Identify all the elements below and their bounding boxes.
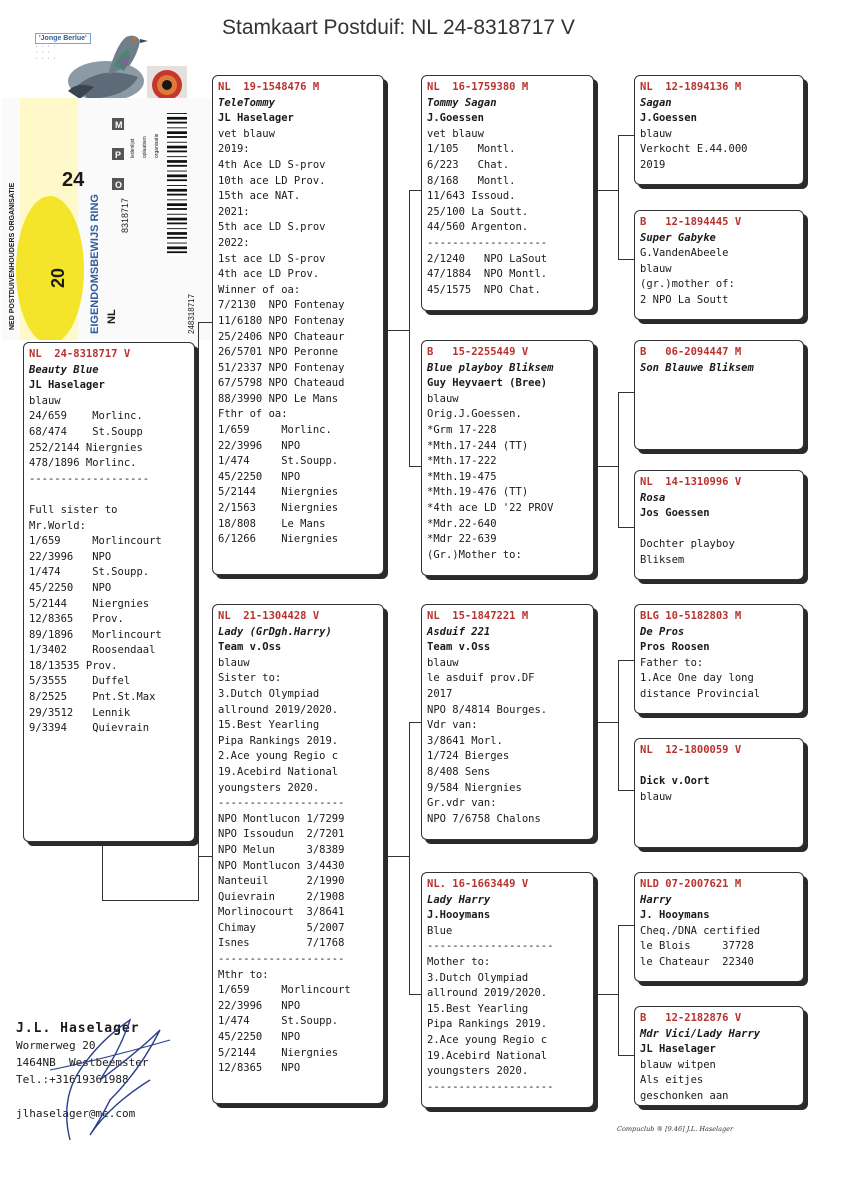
card-line: NPO Montlucon 3/4430: [218, 859, 345, 872]
card-line: 5th ace LD S.prov: [218, 221, 326, 234]
legend-p: P: [115, 150, 122, 160]
card-line: 22/3996 NPO: [29, 550, 112, 563]
card-line: 22/3996 NPO: [218, 999, 301, 1012]
connector: [385, 330, 409, 331]
pigeon-name: Blue playboy Bliksem: [427, 361, 554, 374]
legend-m-text: ledenlijst: [130, 138, 136, 158]
card-line: -------------------: [29, 472, 150, 485]
connector: [596, 722, 618, 723]
connector: [409, 466, 421, 467]
card-line: 1/659 Morlinc.: [218, 424, 332, 437]
breeder-name: Guy Heyvaert (Bree): [427, 377, 548, 390]
card-line: Isnes 7/1768: [218, 937, 345, 950]
card-line: Sister to:: [218, 672, 282, 685]
card-line: 2019: [640, 158, 666, 171]
card-line: Orig.J.Goessen.: [427, 408, 522, 421]
card-line: --------------------: [218, 797, 345, 810]
ring-number-vertical: 8318717: [120, 197, 130, 233]
pigeon-name: Tommy Sagan: [427, 96, 497, 109]
ring-number: NLD 07-2007621 M: [640, 878, 742, 890]
breeder-name: JL Haselager: [218, 112, 294, 125]
card-line: 4th ace LD Prov.: [218, 268, 320, 281]
card-line: NPO 8/4814 Bourges.: [427, 703, 548, 716]
pigeon-card-mff[interactable]: [634, 604, 804, 714]
card-line: 1/659 Morlincourt: [29, 535, 162, 548]
card-line: 47/1884 NPO Montl.: [427, 268, 548, 281]
card-line: 10th ace LD Prov.: [218, 174, 326, 187]
owner-name: J.L. Haselager: [16, 1021, 140, 1036]
card-line: 19.Acebird National: [427, 1049, 548, 1062]
card-line: 1st ace LD S-prov: [218, 252, 326, 265]
card-line: Father to:: [640, 656, 704, 669]
card-line: Fthr of oa:: [218, 408, 288, 421]
software-credit: Compuclub ® [9.46] J.L. Haselager: [617, 1125, 734, 1133]
card-line: 67/5798 NPO Chateaud: [218, 377, 345, 390]
card-line: Nanteuil 2/1990: [218, 875, 345, 888]
ring-number: NL 24-8318717 V: [29, 348, 131, 360]
pigeon-name: Super Gabyke: [640, 231, 716, 244]
pigeon-card-mother-father[interactable]: [421, 604, 594, 840]
card-line: Gr.vdr van:: [427, 797, 497, 810]
card-line: 26/5701 NPO Peronne: [218, 346, 339, 359]
connector: [409, 190, 410, 466]
card-line: 2.Ace young Regio c: [427, 1033, 548, 1046]
card-line: NPO Issoudun 2/7201: [218, 828, 345, 841]
connector: [618, 135, 634, 136]
ring-year-left: 20: [48, 267, 68, 288]
pigeon-name: Rosa: [640, 491, 666, 504]
card-line: 9/3394 Quievrain: [29, 722, 150, 735]
pigeon-card-main[interactable]: [23, 342, 195, 842]
ring-year-top: 24: [62, 169, 85, 191]
card-line: geschonken aan: [640, 1089, 729, 1102]
card-line: le Blois 37728: [640, 940, 754, 953]
card-line: le Chateaur 22340: [640, 955, 754, 968]
breeder-name: JL Haselager: [640, 1043, 716, 1056]
card-line: 11/643 Issoud.: [427, 190, 516, 203]
card-line: Dochter playboy: [640, 538, 735, 551]
breeder-name: Team v.Oss: [218, 641, 282, 654]
connector: [409, 190, 421, 191]
card-line: 5/2144 Niergnies: [218, 1046, 339, 1059]
ring-number: NL. 16-1663449 V: [427, 878, 529, 890]
page-title: Stamkaart Postduif: NL 24-8318717 V: [222, 16, 575, 39]
breeder-name: Dick v.Oort: [640, 775, 710, 788]
card-line: youngsters 2020.: [218, 781, 320, 794]
card-line: 1/659 Morlincourt: [218, 984, 351, 997]
card-line: Quievrain 2/1908: [218, 890, 345, 903]
breeder-name: J.Goessen: [640, 112, 697, 125]
card-line: Morlinocourt 3/8641: [218, 906, 345, 919]
card-line: (Gr.)Mother to:: [427, 548, 522, 561]
card-line: 22/3996 NPO: [218, 439, 301, 452]
card-line: blauw: [640, 262, 672, 275]
card-line: --------------------: [427, 1080, 554, 1093]
stamp-small-print: · · · · · · · · · · ·: [35, 44, 57, 62]
breeder-name: [640, 376, 800, 392]
card-line: blauw: [427, 392, 459, 405]
card-line: 3/8641 Morl.: [427, 734, 503, 747]
card-line: Bliksem: [640, 553, 685, 566]
card-line: NPO Melun 3/8389: [218, 843, 345, 856]
card-line: Pipa Rankings 2019.: [427, 1018, 548, 1031]
card-line: 2.Ace young Regio c: [218, 750, 339, 763]
pigeon-card-mfm[interactable]: [634, 738, 804, 848]
pigeon-card-mmf[interactable]: [634, 872, 804, 982]
card-line: 11/6180 NPO Fontenay: [218, 314, 345, 327]
card-line: 1/474 St.Soupp.: [218, 1015, 339, 1028]
card-line: distance Provincial: [640, 687, 761, 700]
card-line: 6/223 Chat.: [427, 158, 510, 171]
connector: [618, 392, 619, 527]
connector: [618, 660, 619, 790]
legend-m: M: [115, 120, 123, 130]
card-line: 5/3555 Duffel: [29, 675, 131, 688]
card-line: 8/408 Sens: [427, 765, 491, 778]
card-line: allround 2019/2020.: [427, 987, 548, 1000]
ring-number: B 12-1894445 V: [640, 216, 742, 228]
legend-p-text: oplaatsen: [142, 136, 148, 158]
pigeon-card-mother[interactable]: [212, 604, 384, 1104]
pigeon-photo: [58, 25, 153, 105]
card-line: 44/560 Argenton.: [427, 221, 529, 234]
card-line: *Mth.19-475: [427, 470, 497, 483]
ring-number: NL 21-1304428 V: [218, 610, 320, 622]
card-line: 45/1575 NPO Chat.: [427, 283, 541, 296]
legend-o-text: organisatie: [154, 133, 160, 158]
card-line: 45/2250 NPO: [218, 1031, 301, 1044]
connector: [618, 527, 634, 528]
breeder-name: J.Goessen: [427, 112, 484, 125]
card-line: 12/8365 Prov.: [29, 613, 124, 626]
owner-address-street: Wormerweg 20: [16, 1039, 96, 1052]
pigeon-card-father[interactable]: [212, 75, 384, 575]
pigeon-name: Asduif 221: [427, 625, 491, 638]
card-line: --------------------: [218, 953, 345, 966]
card-line: 9/584 Niergnies: [427, 781, 522, 794]
connector: [618, 925, 619, 1055]
card-line: 3.Dutch Olympiad: [427, 971, 529, 984]
pigeon-card-mmm[interactable]: [634, 1006, 804, 1106]
card-line: 5/2144 Niergnies: [29, 597, 150, 610]
card-line: blauw witpen: [640, 1058, 716, 1071]
card-line: 1/105 Montl.: [427, 143, 516, 156]
card-line: 2019:: [218, 143, 250, 156]
card-line: Vdr van:: [427, 719, 478, 732]
ring-number: B 15-2255449 V: [427, 346, 529, 358]
card-line: 2022:: [218, 236, 250, 249]
card-line: 2017: [427, 687, 453, 700]
card-line: 1/474 St.Soupp.: [218, 455, 339, 468]
card-line: (gr.)mother of:: [640, 278, 735, 291]
breeder-name: Jos Goessen: [640, 507, 710, 520]
club-logo: 'Jonge Berlue': [35, 33, 91, 44]
card-line: Full sister to: [29, 503, 118, 516]
card-line: 1.Ace One day long: [640, 672, 754, 685]
card-line: *Mdr.22-640: [427, 517, 497, 530]
pigeon-card-father-father[interactable]: [421, 75, 594, 311]
card-line: [29, 487, 191, 503]
connector: [596, 466, 618, 467]
ring-number: B 06-2094447 M: [640, 346, 742, 358]
breeder-name: Pros Roosen: [640, 641, 710, 654]
pigeon-card-fmm[interactable]: [634, 470, 804, 580]
card-line: blauw: [218, 656, 250, 669]
breeder-name: Team v.Oss: [427, 641, 491, 654]
card-line: vet blauw: [427, 127, 484, 140]
card-line: 51/2337 NPO Fontenay: [218, 361, 345, 374]
owner-phone: Tel.:+31619361988: [16, 1073, 129, 1086]
card-line: Mother to:: [427, 955, 491, 968]
card-line: 12/8365 NPO: [218, 1062, 301, 1075]
ring-card-org-text: NED POSTDUIVENHOUDERS ORGANISATIE: [9, 182, 16, 330]
breeder-name: JL Haselager: [29, 379, 105, 392]
card-line: 6/1266 Niergnies: [218, 533, 339, 546]
card-line: 19.Acebird National: [218, 765, 339, 778]
connector: [409, 722, 421, 723]
connector: [409, 722, 410, 994]
card-line: 1/3402 Roosendaal: [29, 644, 156, 657]
pigeon-name: Sagan: [640, 96, 672, 109]
pigeon-name: De Pros: [640, 625, 685, 638]
pigeon-name: TeleTommy: [218, 96, 275, 109]
pigeon-name: Lady Harry: [427, 893, 491, 906]
card-line: 4th Ace LD S-prov: [218, 158, 326, 171]
pigeon-name: Harry: [640, 893, 672, 906]
connector: [102, 900, 198, 901]
pigeon-name: Son Blauwe Bliksem: [640, 361, 754, 374]
breeder-name: J. Hooymans: [640, 909, 710, 922]
barcode-number: 248318717: [187, 293, 196, 334]
breeder-name: J.Hooymans: [427, 909, 491, 922]
card-line: *Mth.19-476 (TT): [427, 486, 529, 499]
card-line: 1/724 Bierges: [427, 750, 510, 763]
pigeon-name: Mdr Vici/Lady Harry: [640, 1027, 761, 1040]
ring-number: NL 14-1310996 V: [640, 476, 742, 488]
card-line: 18/13535 Prov.: [29, 659, 118, 672]
card-line: *Mdr 22-639: [427, 533, 497, 546]
card-line: NPO Montlucon 1/7299: [218, 812, 345, 825]
ring-number: NL 19-1548476 M: [218, 81, 320, 93]
ring-number: NL 16-1759380 M: [427, 81, 529, 93]
card-line: Verkocht E.44.000: [640, 143, 748, 156]
connector: [618, 790, 634, 791]
legend-o: O: [115, 180, 123, 190]
connector: [618, 660, 634, 661]
card-line: 45/2250 NPO: [218, 470, 301, 483]
card-line: -------------------: [427, 236, 548, 249]
card-line: Pipa Rankings 2019.: [218, 734, 339, 747]
owner-address-city: 1464NB Westbeemster: [16, 1056, 149, 1069]
card-line: 15.Best Yearling: [427, 1002, 529, 1015]
card-line: vet blauw: [218, 127, 275, 140]
connector: [385, 856, 409, 857]
connector: [618, 135, 619, 259]
pigeon-name: Beauty Blue: [29, 363, 99, 376]
card-line: 5/2144 Niergnies: [218, 486, 339, 499]
ring-number: NL 12-1800059 V: [640, 744, 742, 756]
card-line: *Mth.17-222: [427, 455, 497, 468]
ring-number: B 12-2182876 V: [640, 1012, 742, 1024]
card-line: 18/808 Le Mans: [218, 517, 326, 530]
card-line: *4th ace LD '22 PROV: [427, 501, 554, 514]
pigeon-card-ffm[interactable]: [634, 210, 804, 320]
pigeon-card-fff[interactable]: [634, 75, 804, 185]
card-line: 8/168 Montl.: [427, 174, 516, 187]
card-line: 2/1240 NPO LaSout: [427, 252, 548, 265]
card-line: 2021:: [218, 205, 250, 218]
pigeon-name: Lady (GrDgh.Harry): [218, 625, 332, 638]
card-line: le asduif prov.DF: [427, 672, 535, 685]
card-line: 8/2525 Pnt.St.Max: [29, 691, 156, 704]
connector: [102, 845, 103, 901]
ring-number: NL 15-1847221 M: [427, 610, 529, 622]
card-line: 24/659 Morlinc.: [29, 410, 143, 423]
ring-number: BLG 10-5182803 M: [640, 610, 742, 622]
card-line: *Grm 17-228: [427, 423, 497, 436]
card-line: Cheq./DNA certified: [640, 924, 761, 937]
card-line: --------------------: [427, 940, 554, 953]
card-line: 7/2130 NPO Fontenay: [218, 299, 345, 312]
signature: [40, 1010, 180, 1145]
card-line: 15th ace NAT.: [218, 190, 301, 203]
ring-country: NL: [106, 309, 118, 324]
card-line: 252/2144 Niergnies: [29, 441, 143, 454]
pigeon-card-father-mother[interactable]: [421, 340, 594, 576]
ring-card-title: EIGENDOMSBEWIJS RING: [89, 194, 101, 334]
card-line: allround 2019/2020.: [218, 703, 339, 716]
ring-ownership-card: [2, 98, 212, 340]
pigeon-card-mother-mother[interactable]: [421, 872, 594, 1108]
card-line: 25/2406 NPO Chateaur: [218, 330, 345, 343]
connector: [596, 994, 618, 995]
connector: [409, 994, 421, 995]
card-line: 25/100 La Soutt.: [427, 205, 529, 218]
ring-number: NL 12-1894136 M: [640, 81, 742, 93]
connector: [618, 1055, 634, 1056]
card-line: blauw: [640, 790, 672, 803]
owner-email: jlhaselager@me.com: [16, 1107, 136, 1120]
card-line: 45/2250 NPO: [29, 581, 112, 594]
card-line: *Mth.17-244 (TT): [427, 439, 529, 452]
card-line: Chimay 5/2007: [218, 921, 345, 934]
card-line: NPO 7/6758 Chalons: [427, 812, 541, 825]
card-line: 2/1563 Niergnies: [218, 502, 339, 515]
card-line: 2 NPO La Soutt: [640, 293, 729, 306]
connector: [618, 925, 634, 926]
card-line: 15.Best Yearling: [218, 719, 320, 732]
card-line: 88/3990 NPO Le Mans: [218, 392, 339, 405]
card-line: 89/1896 Morlincourt: [29, 628, 162, 641]
card-line: 3.Dutch Olympiad: [218, 687, 320, 700]
connector: [596, 190, 618, 191]
card-line: youngsters 2020.: [427, 1065, 529, 1078]
connector: [618, 259, 634, 260]
card-line: blauw: [427, 656, 459, 669]
breeder-name: G.VandenAbeele: [640, 247, 729, 260]
card-line: 68/474 St.Soupp: [29, 425, 143, 438]
card-line: 478/1896 Morlinc.: [29, 457, 137, 470]
connector: [198, 322, 199, 901]
card-line: Blue: [427, 924, 453, 937]
card-line: Als eitjes: [640, 1074, 704, 1087]
card-line: Mthr to:: [218, 968, 269, 981]
card-line: blauw: [29, 394, 61, 407]
card-line: [640, 522, 800, 538]
pigeon-card-fmf[interactable]: [634, 340, 804, 450]
pigeon-name: [640, 759, 800, 775]
connector: [618, 392, 634, 393]
card-line: blauw: [640, 127, 672, 140]
card-line: 29/3512 Lennik: [29, 706, 131, 719]
card-line: Winner of oa:: [218, 283, 301, 296]
card-line: Mr.World:: [29, 519, 86, 532]
card-line: 1/474 St.Soupp.: [29, 566, 150, 579]
